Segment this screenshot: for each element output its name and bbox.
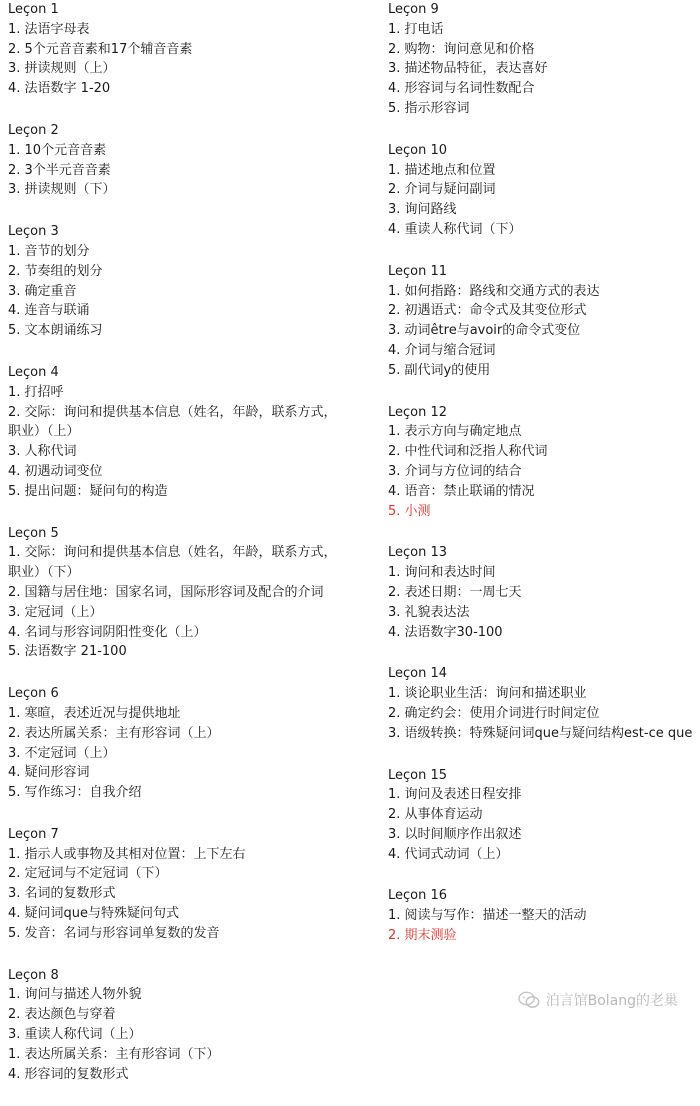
lesson-item: 1. 打招呼 [8, 384, 64, 400]
lesson-item: 2. 国籍与居住地：国家名词，国际形容词及配合的介词 [8, 584, 324, 600]
lesson-block [8, 684, 380, 803]
lesson-item: 4. 形容词与名词性数配合 [388, 81, 535, 97]
lesson-block [8, 0, 380, 99]
lesson-item: 2. 中性代词和泛指人称代词 [388, 444, 548, 460]
lesson-item: 2. 表述日期：一周七天 [388, 584, 522, 600]
right-column [388, 0, 700, 968]
lesson-title: Leçon 4 [8, 364, 59, 380]
lesson-item: 1. 描述地点和位置 [388, 162, 496, 178]
lesson-block [388, 543, 700, 642]
lesson-title: Leçon 11 [388, 263, 448, 279]
watermark [518, 990, 678, 1010]
lesson-item: 2. 期末测验 [388, 928, 457, 944]
lesson-item: 3. 重读人称代词（上） [8, 1027, 142, 1043]
lesson-title: Leçon 10 [388, 142, 448, 158]
lesson-item: 4. 名词与形容词阴阳性变化（上） [8, 624, 207, 640]
lesson-item: 1. 音节的划分 [8, 243, 90, 259]
lesson-item: 2. 定冠词与不定冠词（下） [8, 866, 168, 882]
lesson-item: 2. 节奏组的划分 [8, 263, 103, 279]
lesson-item: 4. 初遇动词变位 [8, 463, 103, 479]
lesson-item: 3. 礼貌表达法 [388, 604, 470, 620]
lesson-item: 4. 语音：禁止联诵的情况 [388, 483, 535, 499]
lesson-block [388, 664, 700, 743]
lesson-item: 3. 定冠词（上） [8, 604, 103, 620]
lesson-item: 2. 初遇语式：命令式及其变位形式 [388, 303, 587, 319]
lesson-block [388, 0, 700, 119]
lesson-title: Leçon 9 [388, 2, 439, 17]
lesson-item: 1. 打电话 [388, 21, 444, 37]
lesson-item: 4. 代词式动词（上） [388, 846, 509, 862]
lesson-block [388, 141, 700, 240]
lesson-block [8, 363, 380, 502]
lesson-item: 4. 法语数字 1-20 [8, 81, 111, 97]
lesson-item: 5. 指示形容词 [388, 100, 470, 116]
lesson-block [388, 766, 700, 865]
lesson-item: 2. 从事体育运动 [388, 807, 483, 823]
lesson-title: Leçon 3 [8, 224, 59, 240]
lesson-item: 2. 表达颜色与穿着 [8, 1007, 116, 1023]
lesson-title: Leçon 7 [8, 826, 59, 842]
lesson-item: 3. 名词的复数形式 [8, 886, 116, 902]
lesson-item: 4. 形容词的复数形式 [8, 1066, 129, 1082]
lesson-title: Leçon 6 [8, 686, 59, 702]
wechat-channel-icon [518, 991, 540, 1009]
lesson-item: 2. 表达所属关系：主有形容词（上） [8, 725, 220, 741]
lesson-item: 3. 描述物品特征，表达喜好 [388, 61, 548, 77]
lesson-item: 3. 确定重音 [8, 283, 77, 299]
lesson-item: 5. 副代词y的使用 [388, 362, 491, 378]
lesson-item: 4. 法语数字30-100 [388, 624, 503, 640]
lesson-item: 3. 拼读规则（下） [8, 182, 116, 198]
lesson-block [388, 262, 700, 381]
lesson-title: Leçon 2 [8, 122, 59, 138]
lesson-title: Leçon 16 [388, 888, 448, 904]
lesson-item: 3. 不定冠词（上） [8, 745, 116, 761]
lesson-item: 3. 拼读规则（上） [8, 61, 116, 77]
lesson-title: Leçon 13 [388, 545, 448, 561]
lesson-item: 5. 法语数字 21-100 [8, 644, 127, 660]
lesson-item: 3. 语级转换：特殊疑问词que与疑问结构est-ce que [388, 725, 693, 741]
lesson-item: 4. 疑问词que与特殊疑问句式 [8, 906, 180, 922]
lesson-item: 2. 确定约会：使用介词进行时间定位 [388, 705, 600, 721]
lesson-item: 2. 5个元音音素和17个辅音音素 [8, 41, 193, 57]
lesson-item: 3. 介词与方位词的结合 [388, 463, 522, 479]
lesson-item: 1. 谈论职业生活：询问和描述职业 [388, 686, 587, 702]
lesson-item: 5. 文本朗诵练习 [8, 323, 103, 339]
lesson-item: 4. 疑问形容词 [8, 765, 90, 781]
lesson-title: Leçon 5 [8, 525, 59, 541]
lesson-item: 4. 介词与缩合冠词 [388, 342, 496, 358]
lesson-block [8, 966, 380, 1085]
lesson-item: 4. 连音与联诵 [8, 303, 90, 319]
lesson-item: 1. 法语字母表 [8, 21, 90, 37]
lesson-title: Leçon 8 [8, 967, 59, 983]
lesson-item: 1. 交际：询问和提供基本信息（姓名，年龄，联系方式， 职业）（下） [8, 545, 337, 581]
watermark-text: 泊言馆Bolang的老巢 [545, 993, 678, 1009]
lesson-block [8, 222, 380, 341]
lesson-item: 3. 人称代词 [8, 444, 77, 460]
lesson-title: Leçon 12 [388, 404, 448, 420]
lesson-item: 4. 重读人称代词（下） [388, 221, 522, 237]
lesson-item: 2. 交际：询问和提供基本信息（姓名，年龄，联系方式， 职业）（上） [8, 404, 337, 440]
lesson-block [8, 825, 380, 944]
lesson-item: 5. 小测 [388, 503, 431, 519]
lesson-item: 1. 阅读与写作：描述一整天的活动 [388, 908, 587, 924]
lesson-item: 1. 如何指路：路线和交通方式的表达 [388, 283, 600, 299]
lesson-item: 5. 写作练习：自我介绍 [8, 785, 142, 801]
lesson-item: 3. 动词être与avoir的命令式变位 [388, 323, 581, 339]
lesson-item: 2. 介词与疑问副词 [388, 182, 496, 198]
lesson-item: 1. 寒暄，表述近况与提供地址 [8, 705, 181, 721]
lesson-item: 3. 询问路线 [388, 202, 457, 218]
lesson-title: Leçon 15 [388, 767, 448, 783]
lesson-item: 1. 10个元音音素 [8, 142, 107, 158]
lesson-item: 2. 购物：询问意见和价格 [388, 41, 535, 57]
lesson-title: Leçon 14 [388, 666, 448, 682]
lesson-item: 1. 表达所属关系：主有形容词（下） [8, 1046, 220, 1062]
lesson-block [388, 886, 700, 945]
lesson-item: 1. 指示人或事物及其相对位置：上下左右 [8, 846, 246, 862]
lesson-block [8, 121, 380, 200]
lesson-item: 1. 询问与描述人物外貌 [8, 987, 142, 1003]
left-column [8, 0, 380, 1106]
lesson-item: 5. 发音：名词与形容词单复数的发音 [8, 925, 220, 941]
lesson-item: 2. 3个半元音音素 [8, 162, 111, 178]
lesson-block [8, 524, 380, 663]
lesson-item: 3. 以时间顺序作出叙述 [388, 826, 522, 842]
lesson-item: 1. 表示方向与确定地点 [388, 424, 522, 440]
lesson-item: 1. 询问及表述日程安排 [388, 787, 522, 803]
lesson-block [388, 403, 700, 522]
lesson-item: 5. 提出问题：疑问句的构造 [8, 483, 168, 499]
lesson-item: 1. 询问和表达时间 [388, 565, 496, 581]
lesson-title: Leçon 1 [8, 2, 59, 17]
